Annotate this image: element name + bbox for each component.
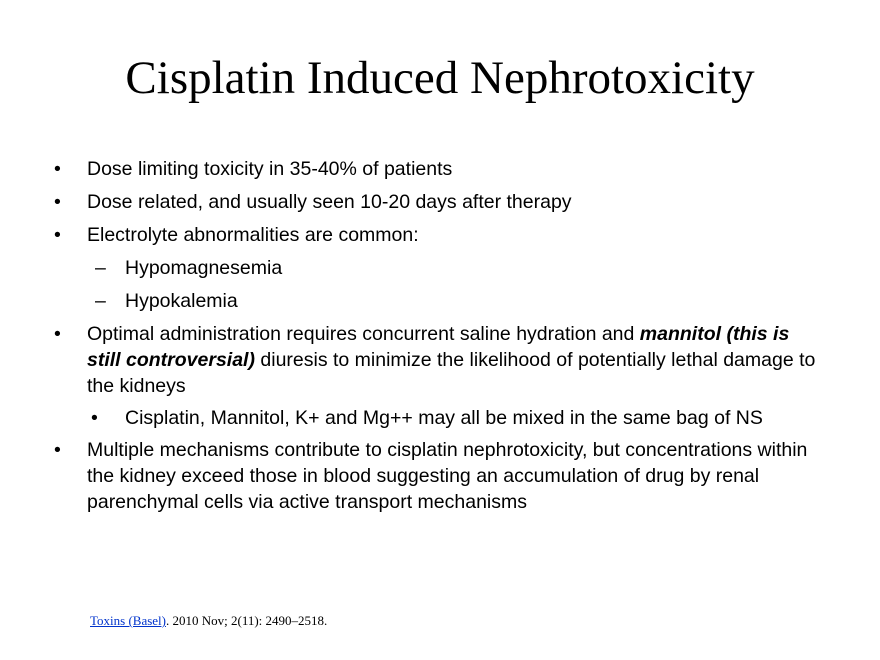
sub-bullet-item xyxy=(91,405,825,431)
bullet-text: Dose related, and usually seen 10-20 days after therapy xyxy=(87,191,572,213)
bullet-marker: • xyxy=(54,224,61,246)
bullet-text-part: Optimal administration requires concurrent saline hydration and xyxy=(87,323,640,345)
citation-link[interactable]: Toxins (Basel) xyxy=(90,613,166,628)
bullet-text-part: diuresis to minimize the likelihood of potentially lethal damage to the kidneys xyxy=(87,349,816,397)
bullet-item xyxy=(54,156,827,182)
sub-bullet-item xyxy=(95,255,825,281)
bullet-text: Multiple mechanisms contribute to cisplatin nephrotoxicity, but concentrations within the kidney exceed those in blood suggesting an accumulation of drug by renal parenchymal cells via active transport mechanisms xyxy=(87,439,808,513)
bullet-text: Dose limiting toxicity in 35-40% of patients xyxy=(87,158,453,180)
bullet-marker: • xyxy=(54,323,61,345)
bullet-text: Cisplatin, Mannitol, K+ and Mg++ may all be mixed in the same bag of NS xyxy=(125,407,763,429)
bullet-marker: • xyxy=(54,439,61,461)
bullet-marker: • xyxy=(54,158,61,180)
bullet-item xyxy=(54,321,827,399)
bullet-text: Hypomagnesemia xyxy=(125,257,283,279)
emphasis-controversial: (this is still controversial) xyxy=(87,323,790,371)
dash-marker: – xyxy=(95,290,106,312)
bullet-text: Electrolyte abnormalities are common: xyxy=(87,224,419,246)
bullet-item xyxy=(54,222,827,248)
bullet-item xyxy=(54,437,827,515)
citation-details: . 2010 Nov; 2(11): 2490–2518. xyxy=(166,613,328,628)
citation xyxy=(90,613,327,629)
bullet-marker: • xyxy=(54,191,61,213)
emphasis-mannitol: mannitol xyxy=(639,323,722,345)
slide-title: Cisplatin Induced Nephrotoxicity xyxy=(125,52,755,104)
bullet-list xyxy=(0,156,880,515)
bullet-marker: • xyxy=(91,407,98,429)
sub-bullet-item xyxy=(95,288,825,314)
bullet-item xyxy=(54,189,827,215)
bullet-text: Hypokalemia xyxy=(125,290,238,312)
dash-marker: – xyxy=(95,257,106,279)
